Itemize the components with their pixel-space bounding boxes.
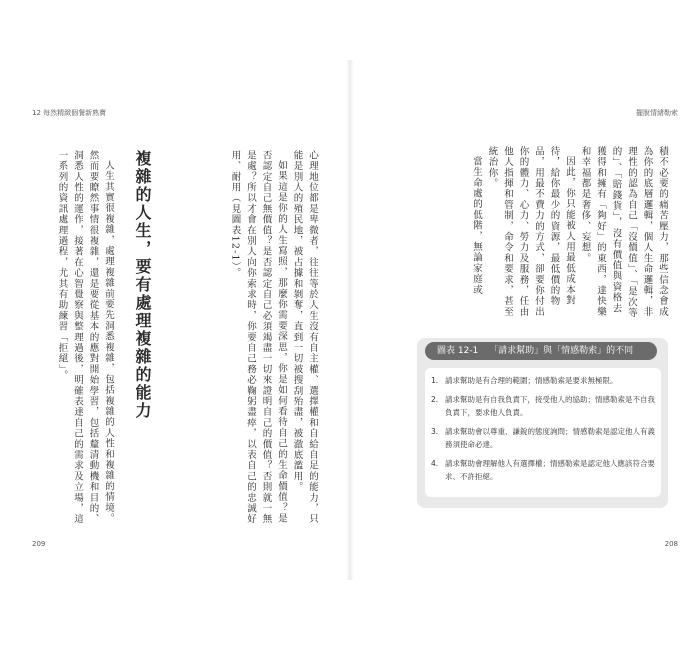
item-number: 2. <box>431 394 439 404</box>
table-number: 圖表 12-1 <box>437 346 479 356</box>
list-item <box>431 374 655 388</box>
paragraph: 因此，你只能被人用最低成本對待，給你最少的資源，最低價的物品，用最不費力的方式，卻要你付出你的體力、心力、勞力及服務，任由他人指揮和管制，命令和要求，甚至統治你。 <box>486 146 575 318</box>
paragraph: 如果這是你的人生寫照，那麼你需要深思，你是如何看待自己的生命價值？是否認定自己無價值？是否認定自己必須竭盡一切來證明自己的價值？否則就一無是處？所以才會在別人向你索求時，你要自己務必鞠躬盡瘁，以表自己的忠誠好用、耐用（見圖表12-1）。 <box>229 150 287 525</box>
list-item <box>431 393 655 420</box>
right-running-head: 擺脫情緒勒索 <box>636 109 678 117</box>
paragraph: 積不必要的痛苦壓力，那些信念會成為你的底層邏輯，個人生命邏輯，非理性的認為自己「沒價值」、「是次等的」、「賠錢貨」，沒有價值與資格去獲得和擁有「夠好」的東西，達快樂和幸福都是奢侈、妄想。 <box>579 146 668 319</box>
table-item-list <box>425 368 661 497</box>
list-item <box>431 457 655 484</box>
paragraph: 人生其實很複雜，處理複雜前要先洞悉複雜，包括複雜的人性和複雜的情境。然而要瞭然事情很複雜，還是要從基本的應對開始學習，包括釐清動機和目的、洞悉人性的運作，接著在心智覺察與整理過後，明確表達自己的需求及立場，這一系列的資訊處理過程，尤其有助練習「拒絕」。 <box>56 150 114 525</box>
figure-table-12-1 <box>417 338 668 508</box>
list-item <box>431 425 655 452</box>
item-text: 請求幫助是有自我負責下，接受他人的協助；情感勒索是不自我負責下，要求他人負責。 <box>445 394 655 417</box>
left-running-head: 12 每然精緻個餐新熟寶 <box>32 109 107 117</box>
paragraph: 心理地位都是卑微者，往往等於人生沒有自主權、選擇權和自給自足的能力，只能是別人的殖民地，被占據和剝奪，直到一切被搜刮殆盡，被澈底濫用。 <box>291 150 318 525</box>
item-number: 4. <box>431 458 439 468</box>
item-text: 請求幫助是有合理的範圍；情感勒索是要求無極限。 <box>445 376 618 385</box>
left-body-bottom <box>38 150 116 530</box>
table-title-bar <box>425 342 657 360</box>
item-text: 請求幫助會理解他人有選擇權；情感勒索是認定他人應該符合要求、不許拒絕。 <box>445 458 655 481</box>
item-number: 1. <box>431 376 439 385</box>
left-body-top <box>170 150 320 530</box>
right-body <box>420 146 670 321</box>
table-title: 「請求幫助」與「情感勒索」的不同 <box>489 346 634 356</box>
right-page <box>350 0 700 651</box>
item-text: 請求幫助會以尊重、謙銳的態度詢問；情感勒索是認定他人有義務須使命必達。 <box>445 426 655 449</box>
left-folio: 209 <box>32 540 46 548</box>
section-heading: 複雜的人生，要有處理複雜的能力 <box>133 150 152 420</box>
right-folio: 208 <box>664 540 678 548</box>
paragraph: 當生命處的低階，無論家庭或 <box>471 155 482 295</box>
item-number: 3. <box>431 426 439 436</box>
